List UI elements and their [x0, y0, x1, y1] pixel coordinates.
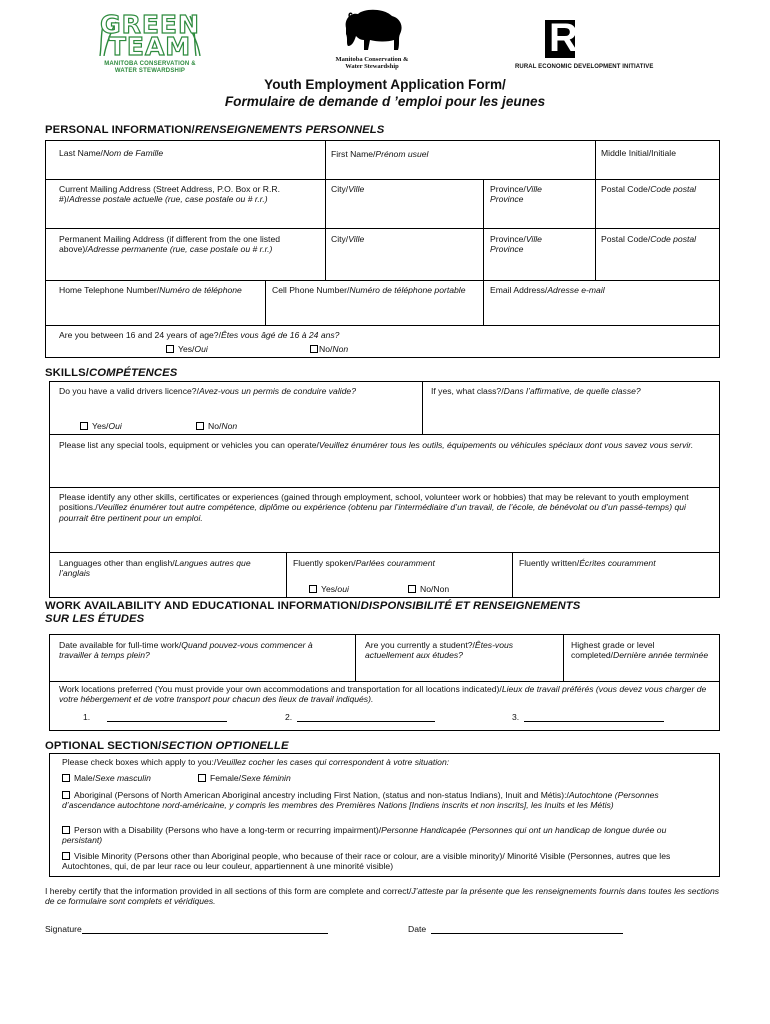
date-label: Date: [408, 924, 427, 934]
middle-initial-label: Middle Initial/Initiale: [601, 148, 676, 158]
last-name-label-fr: Nom de Famille: [102, 148, 164, 158]
location-1-line[interactable]: [107, 713, 227, 722]
location-2-field[interactable]: [285, 712, 435, 722]
licence-yes-checkbox[interactable]: [80, 422, 88, 430]
locations-label: [59, 684, 715, 705]
other-skills-label-en: Please identify any other skills, certificates or experiences (gained through employment, school, volunteer work or hobbies) that may be relevant to youth employment positions./: [59, 492, 689, 513]
grade-label-en: Highest grade or level completed/: [571, 640, 655, 661]
postal2-label-en: Postal Code/: [601, 234, 651, 244]
redi-sub: RURAL ECONOMIC DEVELOPMENT INITIATIVE: [515, 64, 654, 70]
manitoba-caption: [312, 56, 432, 70]
male-label-en: Male/: [74, 773, 96, 783]
male-option[interactable]: [62, 773, 151, 783]
licence-yes-option[interactable]: [80, 421, 122, 431]
licence-class-label-en: If yes, what class?/: [431, 386, 504, 396]
spoken-no-option[interactable]: [408, 584, 449, 594]
email-field[interactable]: [490, 285, 605, 295]
work-heading-en: WORK AVAILABILITY AND EDUCATIONAL INFORMATION/: [45, 600, 361, 612]
location-1-number: 1.: [83, 712, 91, 722]
age-question: [59, 330, 339, 340]
form-title-fr: Formulaire de demande d ’emploi pour les jeunes: [224, 94, 546, 109]
mailing-address-label-fr: Adresse postale actuelle (rue, case postale ou # r.r.): [69, 194, 268, 205]
spoken-yes-option[interactable]: [309, 584, 349, 594]
grade-field[interactable]: [571, 640, 711, 661]
spoken-yes-label-fr: oui: [337, 584, 349, 594]
languages-label-fr: Langues autres que l’anglais: [59, 558, 251, 579]
last-name-field[interactable]: [59, 148, 163, 158]
age-no-label-fr: Non: [332, 344, 349, 354]
licence-no-label-en: No/: [208, 421, 222, 431]
province2-label-en: Province/: [490, 234, 526, 244]
work-heading-fr1: DISPONSIBILITÉ ET RENSEIGNEMENTS: [360, 600, 581, 612]
fluently-spoken-label-en: Fluently spoken/: [293, 558, 356, 568]
green-team-sub1: MANITOBA CONSERVATION &: [104, 61, 196, 67]
age-yes-label-fr: Oui: [194, 344, 208, 354]
mailing-address-field[interactable]: [59, 184, 311, 205]
date-available-field[interactable]: [59, 640, 339, 661]
postal1-label-fr: Code postal: [650, 184, 697, 194]
female-label-en: Female/: [210, 773, 242, 783]
optional-heading: [45, 740, 289, 754]
age-question-en: Are you between 16 and 24 years of age?/: [59, 330, 221, 340]
aboriginal-label-fr: Autochtone (Personnes d’ascendance autochtone nord-américaine, y compris les membres des Premières Nations [Indiens inscrits et non inscrits], les Inuits et les Métis): [62, 790, 659, 811]
licence-class-label-fr: Dans l’affirmative, de quelle classe?: [503, 386, 641, 396]
green-word: GREEN: [100, 10, 200, 39]
manitoba-caption-line1: Manitoba Conservation &: [335, 56, 409, 63]
optional-intro-en: Please check boxes which apply to you:/: [62, 757, 217, 767]
licence-yes-label-en: Yes/: [92, 421, 109, 431]
date-available-label-fr: Quand pouvez-vous commencer à travailler à temps plein?: [59, 640, 313, 661]
disability-label-en: Person with a Disability (Persons who have a long-term or recurring impairment)/: [74, 825, 382, 835]
aboriginal-checkbox[interactable]: [62, 791, 70, 799]
tools-label-fr: Veuillez énumérer tous les outils, équipements ou véhicules spéciaux dont vous savez vous servir.: [318, 440, 694, 450]
city2-field[interactable]: [331, 234, 364, 244]
date-available-label-en: Date available for full-time work/: [59, 640, 182, 650]
languages-field[interactable]: [59, 558, 274, 579]
student-field[interactable]: [365, 640, 550, 661]
first-name-label-en: First Name/: [331, 149, 376, 159]
age-yes-checkbox[interactable]: [166, 345, 174, 353]
postal2-label-fr: Code postal: [650, 234, 697, 244]
other-skills-field[interactable]: [59, 492, 714, 523]
female-checkbox[interactable]: [198, 774, 206, 782]
certify-fr: J’atteste par la présente que les renseignements fournis dans toutes les sections de ce formulaire sont complets et véridiques.: [45, 886, 720, 907]
aboriginal-label-en: Aboriginal (Persons of North American Aboriginal ancestry including First Nation, (status and non-status Indians), Inuit and Métis):/: [74, 790, 569, 800]
spoken-no-checkbox[interactable]: [408, 585, 416, 593]
location-3-number: 3.: [512, 712, 520, 722]
postal1-field[interactable]: [601, 184, 709, 194]
male-checkbox[interactable]: [62, 774, 70, 782]
age-question-fr: Êtes vous âgé de 16 à 24 ans?: [220, 330, 340, 340]
optional-intro-fr: Veuillez cocher les cases qui correspondent à votre situation:: [216, 757, 450, 767]
province1-label-fr: Ville Province: [490, 184, 542, 205]
city1-field[interactable]: [331, 184, 364, 194]
middle-initial-field[interactable]: [601, 148, 676, 158]
skills-heading: [45, 367, 177, 381]
province1-label-en: Province/: [490, 184, 526, 194]
location-3-line[interactable]: [524, 713, 664, 722]
tools-field[interactable]: [59, 440, 709, 450]
age-no-option[interactable]: [310, 344, 348, 354]
province1-field[interactable]: [490, 184, 570, 205]
manitoba-logo: [312, 8, 432, 70]
skills-heading-en: SKILLS/: [45, 367, 90, 379]
personal-heading-fr: RENSEIGNEMENTS PERSONNELS: [194, 124, 385, 136]
spoken-no-label-fr: Non: [433, 584, 450, 594]
minority-label: Visible Minority (Persons other than Aboriginal people, who because of their race or colour, are a visible minority)/ Minorité Visible (Personnes, autres que les Autochtones, qui, de par leur race ou leur couleur, appartiennent à une minorité visible): [62, 851, 671, 872]
female-option[interactable]: [198, 773, 291, 783]
certify-en: I hereby certify that the information provided in all sections of this form are complete and correct/: [45, 886, 412, 896]
first-name-field[interactable]: [331, 149, 428, 159]
perm-address-field[interactable]: [59, 234, 309, 255]
cell-phone-label-en: Cell Phone Number/: [272, 285, 350, 295]
optional-heading-fr: SECTION OPTIONELLE: [161, 740, 289, 752]
city1-label-en: City/: [331, 184, 349, 194]
age-no-label-en: No/: [319, 344, 333, 354]
skills-heading-fr: COMPÉTENCES: [89, 367, 178, 379]
spoken-no-label-en: No/: [420, 584, 434, 594]
grade-label-fr: Dernière année terminée: [613, 650, 709, 661]
location-2-line[interactable]: [297, 713, 435, 722]
city1-label-fr: Ville: [348, 184, 365, 194]
location-2-number: 2.: [285, 712, 293, 722]
minority-checkbox[interactable]: [62, 852, 70, 860]
province2-label-fr: Ville Province: [490, 234, 542, 255]
licence-class-field[interactable]: [431, 386, 691, 396]
green-team-logo: [94, 12, 206, 76]
male-label-fr: Sexe masculin: [95, 773, 151, 783]
signature-line[interactable]: [82, 925, 328, 934]
green-team-sub2: WATER STEWARDSHIP: [114, 68, 186, 74]
personal-heading-en: PERSONAL INFORMATION/: [45, 124, 195, 136]
redi-word: REDi: [549, 16, 641, 60]
student-label-fr: Êtes-vous actuellement aux études?: [365, 640, 514, 661]
languages-label-en: Languages other than english/: [59, 558, 175, 568]
cell-phone-label-fr: Numéro de téléphone portable: [349, 285, 466, 295]
date-field[interactable]: [408, 924, 623, 934]
fluently-written-label-fr: Écrites couramment: [579, 558, 656, 568]
locations-label-en: Work locations preferred (You must provide your own accommodations and transportation for all locations indicated)/: [59, 684, 502, 694]
postal2-field[interactable]: [601, 234, 709, 244]
mailing-address-label-en: Current Mailing Address (Street Address, P.O. Box or R.R. #)/: [59, 184, 280, 205]
disability-checkbox[interactable]: [62, 826, 70, 834]
aboriginal-option[interactable]: [62, 790, 714, 811]
postal1-label-en: Postal Code/: [601, 184, 651, 194]
tools-label-en: Please list any special tools, equipment or vehicles you can operate/: [59, 440, 319, 450]
home-phone-label-en: Home Telephone Number/: [59, 285, 160, 295]
location-3-field[interactable]: [512, 712, 664, 722]
date-line[interactable]: [431, 925, 623, 934]
fluently-written-label: [519, 558, 656, 568]
minority-option[interactable]: [62, 851, 714, 872]
email-label-en: Email Address/: [490, 285, 548, 295]
team-word: TEAM: [108, 32, 192, 61]
city2-label-en: City/: [331, 234, 349, 244]
personal-heading: [45, 124, 384, 138]
female-label-fr: Sexe féminin: [241, 773, 291, 783]
first-name-label-fr: Prénom usuel: [375, 149, 429, 159]
certify-statement: [45, 886, 720, 907]
work-heading-fr2: SUR LES ÉTUDES: [45, 613, 145, 625]
home-phone-field[interactable]: [59, 285, 254, 295]
spoken-yes-checkbox[interactable]: [309, 585, 317, 593]
age-yes-option[interactable]: [166, 344, 208, 354]
manitoba-caption-line2: Water Stewardship: [345, 63, 399, 70]
disability-label-fr: Personne Handicapée (Personnes qui ont un handicap de longue durée ou persistant): [62, 825, 667, 846]
signature-label: Signature: [45, 924, 82, 934]
age-no-checkbox[interactable]: [310, 345, 318, 353]
signature-field[interactable]: [45, 924, 328, 934]
optional-intro: [62, 757, 449, 767]
student-label-en: Are you currently a student?/: [365, 640, 475, 650]
other-skills-label-fr: Veuillez énumérer tout autre compétence, diplôme ou expérience (obtenu par l’intermédiaire d’un travail, de l’école, de bénévolat ou d’un passé-temps) qui pourrait être pertinent pour un emploi.: [59, 502, 686, 523]
home-phone-label-fr: Numéro de téléphone: [159, 285, 242, 295]
licence-question-en: Do you have a valid drivers licence?/: [59, 386, 199, 396]
city2-label-fr: Ville: [348, 234, 365, 244]
bison-icon: [340, 8, 406, 54]
form-title-en: Youth Employment Application Form/: [264, 77, 506, 92]
location-1-field[interactable]: [83, 712, 227, 722]
fluently-spoken-label: [293, 558, 435, 568]
licence-no-checkbox[interactable]: [196, 422, 204, 430]
spoken-yes-label-en: Yes/: [321, 584, 338, 594]
licence-no-option[interactable]: [196, 421, 237, 431]
cell-phone-field[interactable]: [272, 285, 472, 295]
licence-yes-label-fr: Oui: [108, 421, 122, 431]
work-heading: [45, 600, 735, 626]
province2-field[interactable]: [490, 234, 570, 255]
last-name-label-en: Last Name/: [59, 148, 103, 158]
licence-question: [59, 386, 389, 396]
age-yes-label-en: Yes/: [178, 344, 195, 354]
perm-address-label-fr: Adresse permanente (rue, case postale ou # r.r.): [87, 244, 273, 255]
disability-option[interactable]: [62, 825, 707, 846]
fluently-spoken-label-fr: Parlées couramment: [355, 558, 435, 568]
email-label-fr: Adresse e-mail: [547, 285, 605, 295]
locations-label-fr: Lieux de travail préférés (vous devez vous charger de votre hébergement et de votre transport pour chacun des lieux de travail indiqués).: [59, 684, 707, 705]
licence-no-label-fr: Non: [221, 421, 238, 431]
licence-question-fr: Avez-vous un permis de conduire valide?: [198, 386, 356, 396]
redi-logo: [515, 18, 680, 76]
perm-address-label-en: Permanent Mailing Address (if different from the one listed above)/: [59, 234, 281, 255]
optional-heading-en: OPTIONAL SECTION/: [45, 740, 162, 752]
fluently-written-label-en: Fluently written/: [519, 558, 580, 568]
